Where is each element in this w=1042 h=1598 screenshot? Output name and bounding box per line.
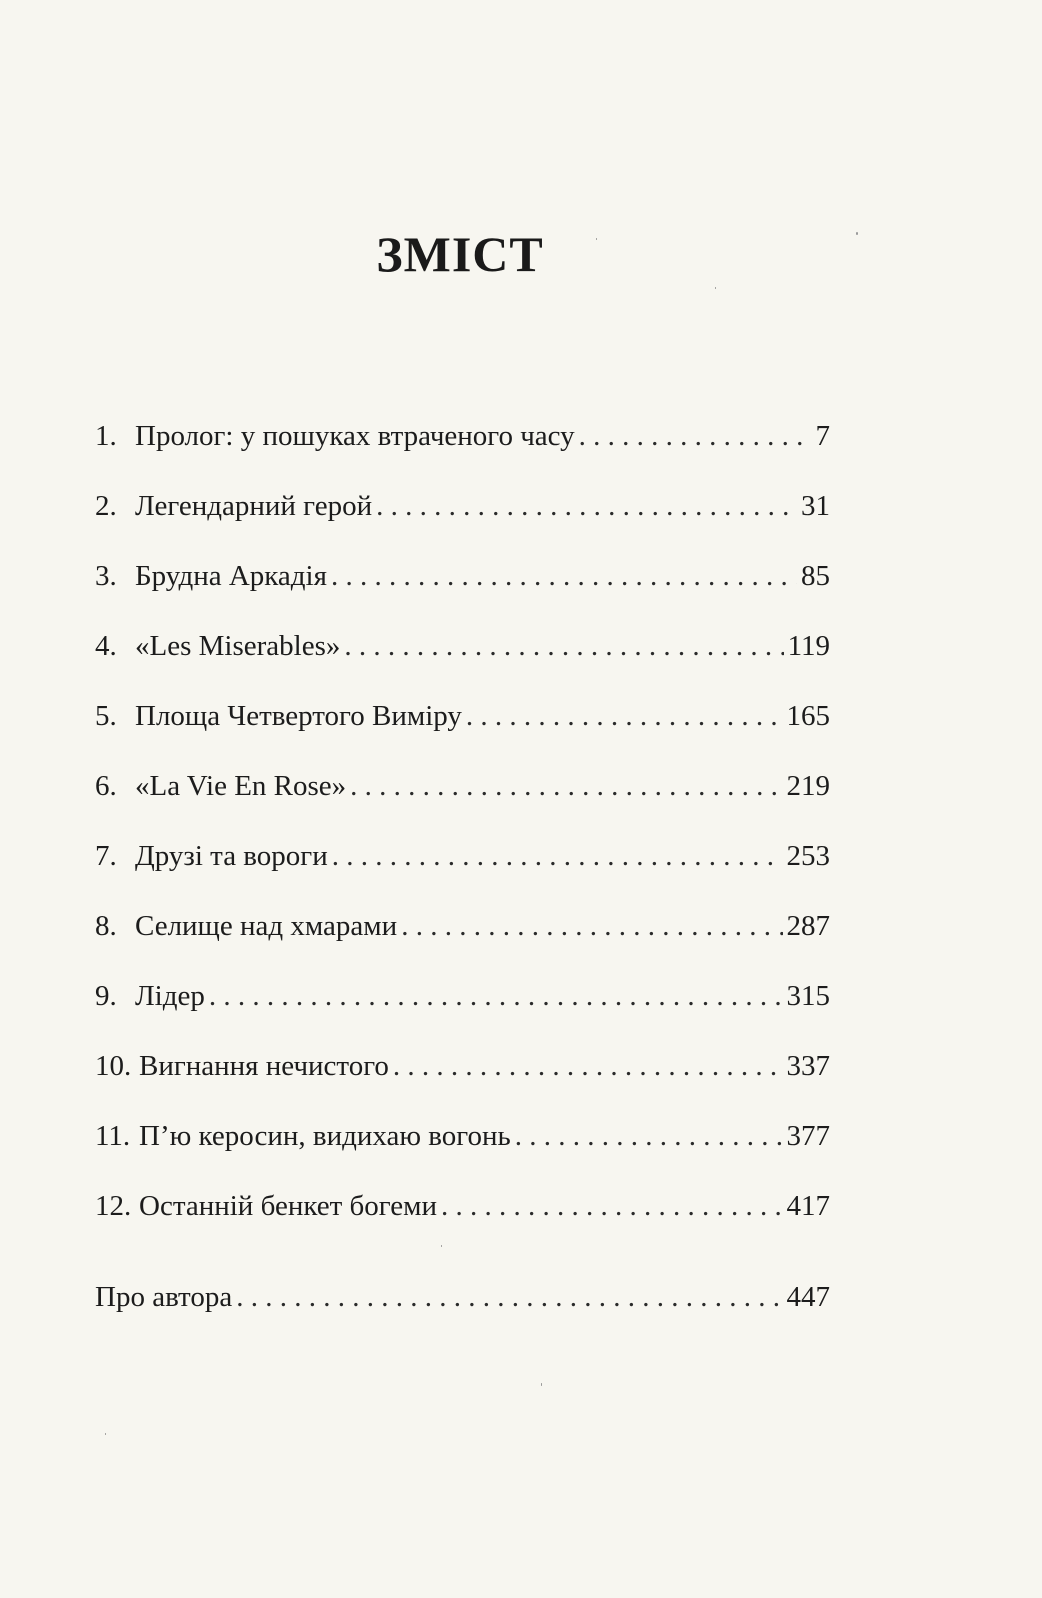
dot-leader: [376, 486, 797, 526]
toc-entry-number: 1.: [95, 420, 117, 452]
toc-entry-page: 377: [786, 1120, 830, 1152]
toc-entry-title: Вигнання нечистого: [139, 1050, 389, 1082]
toc-entry-page: 447: [786, 1281, 830, 1313]
toc-entry-11[interactable]: [95, 1116, 830, 1186]
scan-speck: [541, 1383, 542, 1386]
dot-leader: [236, 1277, 782, 1317]
dot-leader: [441, 1186, 782, 1226]
toc-entry-title: П’ю керосин, видихаю вогонь: [139, 1120, 511, 1152]
toc-entry-number: 8.: [95, 910, 117, 942]
toc-entry-9[interactable]: [95, 976, 830, 1046]
scan-speck: [105, 1433, 106, 1435]
toc-entry-12[interactable]: [95, 1186, 830, 1256]
scan-speck: [441, 1245, 442, 1247]
toc-entry-page: 337: [786, 1050, 830, 1082]
toc-entry-title: Лідер: [135, 980, 205, 1012]
toc-entry-page: 219: [786, 770, 830, 802]
scan-speck: [856, 232, 858, 235]
toc-entry-7[interactable]: [95, 836, 830, 906]
dot-leader: [209, 976, 783, 1016]
toc-entry-number: 9.: [95, 980, 117, 1012]
toc-entry-title: Брудна Аркадія: [135, 560, 327, 592]
dot-leader: [515, 1116, 783, 1156]
toc-entry-4[interactable]: [95, 626, 830, 696]
dot-leader: [393, 1046, 783, 1086]
toc-entry-title: Останній бенкет богеми: [139, 1190, 438, 1222]
toc-entry-number: 12.: [95, 1190, 132, 1222]
toc-entry-page: 119: [787, 630, 830, 662]
table-of-contents: [95, 416, 830, 1256]
toc-entry-number: 4.: [95, 630, 117, 662]
dot-leader: [466, 696, 783, 736]
scan-speck: [596, 238, 597, 240]
toc-entry-title: Площа Четвертого Виміру: [135, 700, 462, 732]
toc-entry-8[interactable]: [95, 906, 830, 976]
dot-leader: [579, 416, 812, 456]
toc-entry-5[interactable]: [95, 696, 830, 766]
toc-entry-10[interactable]: [95, 1046, 830, 1116]
toc-entry-number: 7.: [95, 840, 117, 872]
toc-entry-page: 253: [786, 840, 830, 872]
toc-entry-1[interactable]: [95, 416, 830, 486]
toc-entry-title: Легендарний герой: [135, 490, 373, 522]
toc-entry-number: 2.: [95, 490, 117, 522]
toc-entry-title: Про автора: [95, 1281, 233, 1313]
toc-entry-title: Пролог: у пошуках втраченого часу: [135, 420, 575, 452]
toc-entry-title: «Les Miserables»: [135, 630, 341, 662]
dot-leader: [344, 626, 783, 666]
toc-appendix: [95, 1277, 830, 1347]
toc-entry-page: 165: [786, 700, 830, 732]
page-title: ЗМІСТ: [376, 226, 544, 282]
toc-entry-title: Селище над хмарами: [135, 910, 398, 942]
scan-speck: [715, 287, 716, 289]
toc-entry-title: «La Vie En Rose»: [135, 770, 347, 802]
dot-leader: [332, 836, 783, 876]
toc-entry-about-author[interactable]: [95, 1277, 830, 1347]
toc-entry-page: 7: [815, 420, 830, 452]
dot-leader: [331, 556, 797, 596]
toc-entry-number: 6.: [95, 770, 117, 802]
toc-entry-number: 5.: [95, 700, 117, 732]
toc-entry-page: 287: [786, 910, 830, 942]
toc-entry-page: 417: [786, 1190, 830, 1222]
toc-entry-page: 85: [801, 560, 830, 592]
toc-entry-3[interactable]: [95, 556, 830, 626]
dot-leader: [350, 766, 782, 806]
toc-entry-number: 10.: [95, 1050, 132, 1082]
toc-entry-number: 11.: [95, 1120, 131, 1152]
toc-entry-page: 31: [801, 490, 830, 522]
toc-entry-6[interactable]: [95, 766, 830, 836]
toc-entry-2[interactable]: [95, 486, 830, 556]
dot-leader: [401, 906, 782, 946]
toc-entry-number: 3.: [95, 560, 117, 592]
toc-entry-page: 315: [786, 980, 830, 1012]
toc-entry-title: Друзі та вороги: [135, 840, 328, 872]
